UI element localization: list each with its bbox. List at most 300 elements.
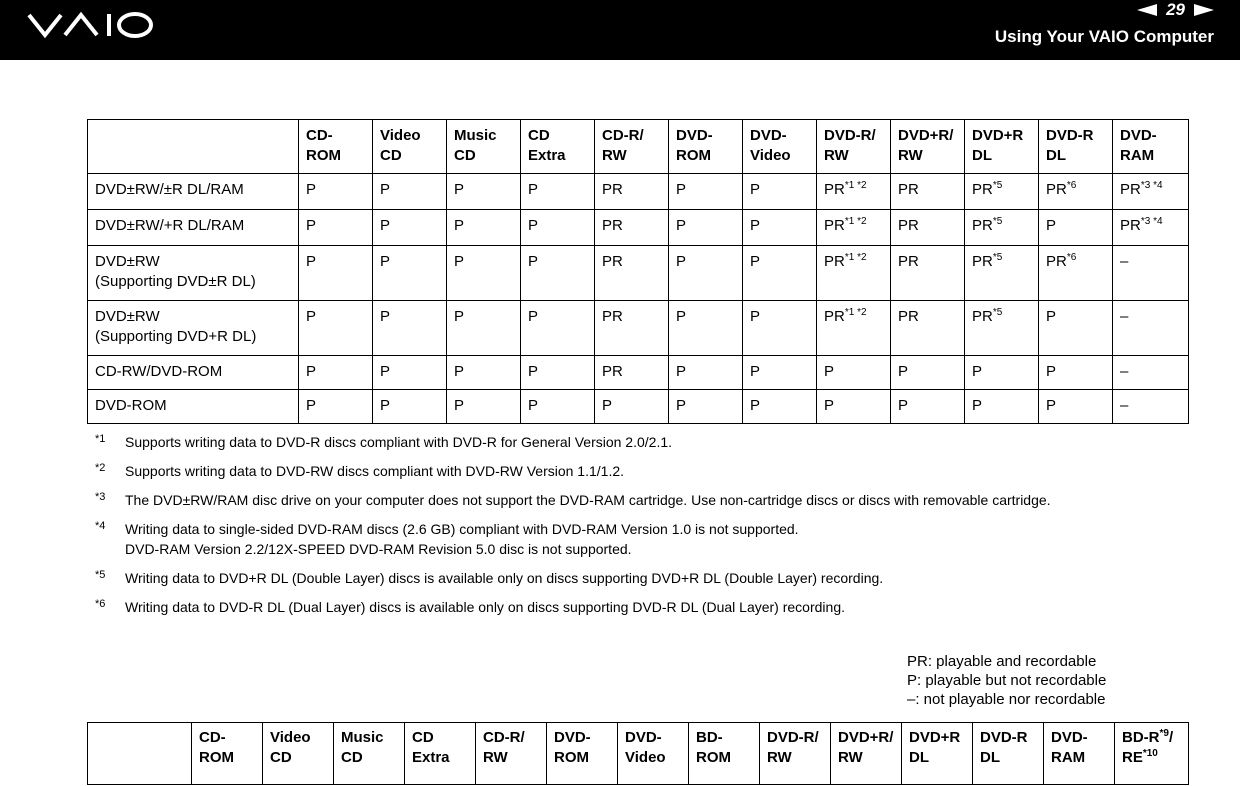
cell-value: P bbox=[306, 181, 317, 198]
column-header bbox=[476, 723, 547, 785]
column-header-line: Video bbox=[750, 147, 791, 164]
cell-value: P bbox=[676, 397, 687, 414]
previous-page-icon[interactable] bbox=[1137, 4, 1157, 16]
column-header bbox=[1044, 723, 1115, 785]
cell-value: P bbox=[824, 363, 835, 380]
column-header-line: DVD-R/ bbox=[767, 729, 819, 746]
table-cell bbox=[1039, 301, 1113, 356]
table-cell bbox=[1039, 174, 1113, 210]
cell-value: PR bbox=[602, 181, 623, 198]
cell-value: P bbox=[306, 363, 317, 380]
column-header-line: DVD+R bbox=[972, 127, 1024, 144]
table-row bbox=[88, 390, 1189, 424]
cell-value: P bbox=[454, 308, 465, 325]
table-cell bbox=[817, 390, 891, 424]
column-header bbox=[263, 723, 334, 785]
column-header bbox=[831, 723, 902, 785]
legend-item: –: not playable nor recordable bbox=[907, 691, 1106, 708]
column-header bbox=[760, 723, 831, 785]
drive-name-line: (Supporting DVD+R DL) bbox=[95, 328, 257, 345]
drive-name-line: CD-RW/DVD-ROM bbox=[95, 363, 223, 380]
cell-value: P bbox=[454, 363, 465, 380]
cell-value: PR bbox=[824, 181, 845, 198]
column-header-line: DVD- bbox=[676, 127, 713, 144]
corner-cell bbox=[88, 723, 192, 785]
table-cell bbox=[1039, 246, 1113, 301]
column-header-line: RAM bbox=[1120, 147, 1155, 164]
cell-value: P bbox=[750, 363, 761, 380]
column-header bbox=[817, 120, 891, 174]
footnote-text bbox=[125, 490, 1205, 510]
column-header-line: CD-R/ bbox=[602, 127, 644, 144]
column-header-line: DVD- bbox=[1051, 729, 1088, 746]
table-cell bbox=[447, 356, 521, 390]
table-cell bbox=[373, 390, 447, 424]
footnote-ref: *5 bbox=[992, 180, 1003, 191]
column-header bbox=[743, 120, 817, 174]
column-header bbox=[965, 120, 1039, 174]
column-header-line: DL bbox=[1046, 147, 1066, 164]
legend bbox=[907, 652, 1106, 709]
table-cell bbox=[595, 246, 669, 301]
column-header-line: CD bbox=[412, 729, 434, 746]
cell-value: P bbox=[454, 253, 465, 270]
table-cell bbox=[447, 246, 521, 301]
cell-value: PR bbox=[898, 217, 919, 234]
footnote bbox=[95, 568, 1205, 588]
cell-value: P bbox=[602, 397, 613, 414]
cell-value: PR bbox=[1046, 181, 1067, 198]
column-header bbox=[1115, 723, 1189, 785]
table-cell bbox=[891, 246, 965, 301]
column-header-line: DL bbox=[980, 749, 1000, 766]
column-header bbox=[689, 723, 760, 785]
footnote-ref: *6 bbox=[1066, 252, 1077, 263]
cell-value: PR bbox=[1120, 181, 1141, 198]
cell-value: P bbox=[676, 181, 687, 198]
table-cell bbox=[669, 210, 743, 246]
drive-name-line: DVD±RW bbox=[95, 253, 160, 270]
corner-cell bbox=[88, 120, 299, 174]
column-header-line: DVD+R bbox=[909, 729, 961, 746]
column-header-line: DVD+R/ bbox=[838, 729, 894, 746]
column-header bbox=[973, 723, 1044, 785]
footnote-mark: *6 bbox=[95, 598, 106, 610]
column-header bbox=[595, 120, 669, 174]
column-header-line: ROM bbox=[696, 749, 731, 766]
column-header-line: DL bbox=[972, 147, 992, 164]
cell-value: P bbox=[750, 308, 761, 325]
footnote bbox=[95, 597, 1205, 617]
cell-value: PR bbox=[824, 217, 845, 234]
column-header bbox=[891, 120, 965, 174]
cell-value: PR bbox=[972, 217, 993, 234]
table-cell bbox=[373, 174, 447, 210]
column-header-line: CD bbox=[528, 127, 550, 144]
table-cell bbox=[891, 390, 965, 424]
table-cell bbox=[1039, 390, 1113, 424]
table-cell bbox=[1113, 246, 1189, 301]
cell-value: PR bbox=[602, 363, 623, 380]
table-row bbox=[88, 174, 1189, 210]
footnote-mark: *4 bbox=[95, 520, 106, 532]
column-header-line: RW bbox=[602, 147, 627, 164]
drive-name-cell bbox=[88, 210, 299, 246]
column-header-line: CD- bbox=[199, 729, 226, 746]
cell-value: P bbox=[380, 181, 391, 198]
column-header-line: CD bbox=[380, 147, 402, 164]
column-header-line: ROM bbox=[306, 147, 341, 164]
table-cell bbox=[373, 210, 447, 246]
cell-value: P bbox=[750, 253, 761, 270]
column-header bbox=[447, 120, 521, 174]
cell-value: P bbox=[528, 363, 539, 380]
cell-value: P bbox=[676, 217, 687, 234]
table-cell bbox=[669, 301, 743, 356]
footnote-mark: *3 bbox=[95, 491, 106, 503]
drive-name-line: (Supporting DVD±R DL) bbox=[95, 273, 256, 290]
table-cell bbox=[1113, 210, 1189, 246]
footnote-line: Writing data to DVD-R DL (Dual Layer) discs is available only on discs supporting DVD-R DL (Dual Layer) recording. bbox=[125, 599, 845, 615]
cell-value: P bbox=[1046, 397, 1057, 414]
drive-name-cell bbox=[88, 246, 299, 301]
footnote-text bbox=[125, 568, 1205, 588]
column-header-text: RE bbox=[1122, 749, 1143, 766]
footnote-ref: *1 *2 bbox=[844, 307, 867, 318]
table-cell bbox=[891, 210, 965, 246]
footnotes bbox=[95, 432, 1205, 626]
cell-value: PR bbox=[972, 181, 993, 198]
table-header-row bbox=[88, 120, 1189, 174]
table-cell bbox=[299, 210, 373, 246]
footnote-mark: *1 bbox=[95, 433, 106, 445]
column-header-text: BD-R bbox=[1122, 729, 1160, 746]
cell-value: P bbox=[528, 253, 539, 270]
table-cell bbox=[817, 210, 891, 246]
column-header-text: / bbox=[1168, 729, 1174, 746]
cell-value: P bbox=[306, 253, 317, 270]
footnote-text bbox=[125, 432, 1205, 452]
column-header-line: Extra bbox=[412, 749, 450, 766]
column-header bbox=[373, 120, 447, 174]
footnote-ref: *10 bbox=[1142, 748, 1158, 759]
cell-value: PR bbox=[602, 253, 623, 270]
column-header-line: DVD-R/ bbox=[824, 127, 876, 144]
cell-value: P bbox=[306, 308, 317, 325]
cell-value: – bbox=[1120, 308, 1129, 325]
footnote-line: Supports writing data to DVD-R discs compliant with DVD-R for General Version 2.0/2.1. bbox=[125, 434, 673, 450]
drive-name-cell bbox=[88, 356, 299, 390]
column-header bbox=[299, 120, 373, 174]
footnote-line: Supports writing data to DVD-RW discs compliant with DVD-RW Version 1.1/1.2. bbox=[125, 463, 625, 479]
cell-value: PR bbox=[602, 308, 623, 325]
table-cell bbox=[817, 174, 891, 210]
table-cell bbox=[965, 174, 1039, 210]
column-header-line: BD- bbox=[696, 729, 723, 746]
column-header-line: RW bbox=[767, 749, 792, 766]
cell-value: – bbox=[1120, 363, 1129, 380]
column-header-line: ROM bbox=[199, 749, 234, 766]
drive-name-cell bbox=[88, 301, 299, 356]
column-header-line: RW bbox=[824, 147, 849, 164]
footnote-line: Writing data to single-sided DVD-RAM discs (2.6 GB) compliant with DVD-RAM Version 1.0 is not supported. bbox=[125, 521, 799, 537]
cell-value: PR bbox=[898, 181, 919, 198]
column-header-line: RW bbox=[483, 749, 508, 766]
table-cell bbox=[299, 356, 373, 390]
cell-value: P bbox=[306, 217, 317, 234]
table-cell bbox=[299, 174, 373, 210]
cell-value: P bbox=[676, 253, 687, 270]
column-header-line: CD bbox=[454, 147, 476, 164]
table-cell bbox=[299, 301, 373, 356]
column-header bbox=[192, 723, 263, 785]
table-cell bbox=[595, 174, 669, 210]
cell-value: P bbox=[380, 253, 391, 270]
column-header-line: Video bbox=[270, 729, 311, 746]
cell-value: P bbox=[306, 397, 317, 414]
column-header-line: ROM bbox=[554, 749, 589, 766]
cell-value: P bbox=[380, 308, 391, 325]
column-header bbox=[547, 723, 618, 785]
cell-value: P bbox=[676, 363, 687, 380]
section-title: Using Your VAIO Computer bbox=[994, 27, 1214, 46]
footnote-line: Writing data to DVD+R DL (Double Layer) discs is available only on discs supporting DVD+R DL (Double Layer) recording. bbox=[125, 570, 884, 586]
table-cell bbox=[891, 356, 965, 390]
column-header bbox=[669, 120, 743, 174]
table-cell bbox=[447, 174, 521, 210]
column-header-line: Video bbox=[380, 127, 421, 144]
column-header-line: DVD- bbox=[625, 729, 662, 746]
column-header-line: DL bbox=[909, 749, 929, 766]
column-header bbox=[1113, 120, 1189, 174]
cell-value: P bbox=[750, 217, 761, 234]
column-header bbox=[405, 723, 476, 785]
cell-value: P bbox=[1046, 363, 1057, 380]
drive-name-cell bbox=[88, 390, 299, 424]
column-header bbox=[902, 723, 973, 785]
column-header-line: Extra bbox=[528, 147, 566, 164]
cell-value: P bbox=[454, 181, 465, 198]
cell-value: PR bbox=[1120, 217, 1141, 234]
page-header bbox=[0, 0, 1240, 60]
table-cell bbox=[447, 301, 521, 356]
footnote-ref: *1 *2 bbox=[844, 216, 867, 227]
column-header-line: Video bbox=[625, 749, 666, 766]
column-header-line: RW bbox=[838, 749, 863, 766]
table-cell bbox=[521, 174, 595, 210]
footnote bbox=[95, 519, 1205, 559]
table-cell bbox=[1039, 356, 1113, 390]
cell-value: P bbox=[676, 308, 687, 325]
table-cell bbox=[669, 390, 743, 424]
cell-value: P bbox=[898, 363, 909, 380]
table-cell bbox=[373, 246, 447, 301]
table-cell bbox=[1113, 301, 1189, 356]
column-header-line: DVD- bbox=[750, 127, 787, 144]
cell-value: PR bbox=[972, 253, 993, 270]
cell-value: P bbox=[454, 217, 465, 234]
table-row bbox=[88, 301, 1189, 356]
column-header-line: CD bbox=[270, 749, 292, 766]
table-row bbox=[88, 356, 1189, 390]
cell-value: PR bbox=[824, 253, 845, 270]
column-header-line: RW bbox=[898, 147, 923, 164]
table-cell bbox=[669, 174, 743, 210]
footnote bbox=[95, 461, 1205, 481]
table-cell bbox=[521, 301, 595, 356]
cell-value: P bbox=[528, 217, 539, 234]
cell-value: PR bbox=[972, 308, 993, 325]
table-cell bbox=[373, 301, 447, 356]
table-row bbox=[88, 210, 1189, 246]
cell-value: PR bbox=[1046, 253, 1067, 270]
cell-value: P bbox=[380, 397, 391, 414]
column-header-line: CD bbox=[341, 749, 363, 766]
cell-value: P bbox=[1046, 308, 1057, 325]
table-cell bbox=[891, 301, 965, 356]
page-navigation bbox=[1137, 2, 1214, 18]
next-page-icon[interactable] bbox=[1194, 4, 1214, 16]
table-cell bbox=[965, 210, 1039, 246]
table-row bbox=[88, 246, 1189, 301]
table-cell bbox=[743, 174, 817, 210]
footnote-line: The DVD±RW/RAM disc drive on your computer does not support the DVD-RAM cartridge. Use non-cartridge discs or discs with removable cartridge. bbox=[125, 492, 1051, 508]
table-cell bbox=[669, 246, 743, 301]
cell-value: P bbox=[972, 397, 983, 414]
cell-value: P bbox=[898, 397, 909, 414]
table-cell bbox=[743, 301, 817, 356]
table-cell bbox=[965, 246, 1039, 301]
footnote-mark: *2 bbox=[95, 462, 106, 474]
cell-value: P bbox=[528, 308, 539, 325]
footnote-ref: *9 bbox=[1159, 728, 1169, 739]
table-cell bbox=[595, 390, 669, 424]
column-header bbox=[334, 723, 405, 785]
cell-value: P bbox=[528, 397, 539, 414]
column-header-line: DVD- bbox=[1120, 127, 1157, 144]
footnote bbox=[95, 432, 1205, 452]
footnote-text bbox=[125, 461, 1205, 481]
footnote-line: DVD-RAM Version 2.2/12X-SPEED DVD-RAM Revision 5.0 disc is not supported. bbox=[125, 541, 632, 557]
column-header-line bbox=[1122, 748, 1188, 768]
cell-value: P bbox=[528, 181, 539, 198]
table-cell bbox=[1113, 356, 1189, 390]
table-cell bbox=[965, 301, 1039, 356]
column-header-line: Music bbox=[341, 729, 384, 746]
column-header-line bbox=[1122, 728, 1188, 748]
compatibility-table-continued bbox=[87, 722, 1189, 785]
footnote-ref: *1 *2 bbox=[844, 252, 867, 263]
compatibility-table bbox=[87, 119, 1189, 424]
cell-value: P bbox=[380, 363, 391, 380]
column-header-line: RAM bbox=[1051, 749, 1086, 766]
table-cell bbox=[817, 356, 891, 390]
table-cell bbox=[299, 246, 373, 301]
table-cell bbox=[743, 356, 817, 390]
drive-name-line: DVD±RW/+R DL/RAM bbox=[95, 217, 245, 234]
column-header-line: CD-R/ bbox=[483, 729, 525, 746]
drive-name-line: DVD-ROM bbox=[95, 397, 167, 414]
table-cell bbox=[521, 210, 595, 246]
vaio-logo bbox=[27, 10, 155, 40]
table-cell bbox=[743, 246, 817, 301]
column-header-line: Music bbox=[454, 127, 497, 144]
footnote-text bbox=[125, 519, 1205, 559]
cell-value: – bbox=[1120, 397, 1129, 414]
table-cell bbox=[1113, 174, 1189, 210]
table-cell bbox=[891, 174, 965, 210]
footnote-ref: *3 *4 bbox=[1140, 180, 1163, 191]
table-cell bbox=[669, 356, 743, 390]
column-header-line: DVD-R bbox=[980, 729, 1028, 746]
table-cell bbox=[817, 301, 891, 356]
table-cell bbox=[965, 356, 1039, 390]
table-cell bbox=[447, 210, 521, 246]
column-header-line: DVD- bbox=[554, 729, 591, 746]
cell-value: P bbox=[750, 181, 761, 198]
table-cell bbox=[521, 390, 595, 424]
table-cell bbox=[595, 301, 669, 356]
table-cell bbox=[817, 246, 891, 301]
table-cell bbox=[1039, 210, 1113, 246]
table-cell bbox=[743, 390, 817, 424]
drive-name-cell bbox=[88, 174, 299, 210]
column-header-line: DVD-R bbox=[1046, 127, 1094, 144]
cell-value: PR bbox=[602, 217, 623, 234]
cell-value: – bbox=[1120, 253, 1129, 270]
table-cell bbox=[521, 246, 595, 301]
footnote-ref: *5 bbox=[992, 216, 1003, 227]
footnote-ref: *6 bbox=[1066, 180, 1077, 191]
table-cell bbox=[521, 356, 595, 390]
drive-name-line: DVD±RW/±R DL/RAM bbox=[95, 181, 244, 198]
page-number: 29 bbox=[1166, 0, 1185, 19]
cell-value: P bbox=[1046, 217, 1057, 234]
legend-item: P: playable but not recordable bbox=[907, 672, 1107, 689]
footnote-mark: *5 bbox=[95, 569, 106, 581]
table-cell bbox=[373, 356, 447, 390]
cell-value: P bbox=[454, 397, 465, 414]
table-cell bbox=[299, 390, 373, 424]
cell-value: P bbox=[750, 397, 761, 414]
cell-value: P bbox=[824, 397, 835, 414]
footnote-text bbox=[125, 597, 1205, 617]
cell-value: PR bbox=[824, 308, 845, 325]
column-header-line: CD- bbox=[306, 127, 333, 144]
cell-value: P bbox=[972, 363, 983, 380]
column-header bbox=[618, 723, 689, 785]
column-header bbox=[521, 120, 595, 174]
table-cell bbox=[965, 390, 1039, 424]
cell-value: P bbox=[380, 217, 391, 234]
column-header-line: ROM bbox=[676, 147, 711, 164]
cell-value: PR bbox=[898, 253, 919, 270]
drive-name-line: DVD±RW bbox=[95, 308, 160, 325]
column-header bbox=[1039, 120, 1113, 174]
footnote-ref: *5 bbox=[992, 252, 1003, 263]
footnote-ref: *5 bbox=[992, 307, 1003, 318]
table-cell bbox=[1113, 390, 1189, 424]
table-cell bbox=[447, 390, 521, 424]
footnote-ref: *1 *2 bbox=[844, 180, 867, 191]
table-cell bbox=[595, 210, 669, 246]
footnote-ref: *3 *4 bbox=[1140, 216, 1163, 227]
table-cell bbox=[743, 210, 817, 246]
footnote bbox=[95, 490, 1205, 510]
legend-item: PR: playable and recordable bbox=[907, 653, 1097, 670]
cell-value: PR bbox=[898, 308, 919, 325]
table-header-row bbox=[88, 723, 1189, 785]
